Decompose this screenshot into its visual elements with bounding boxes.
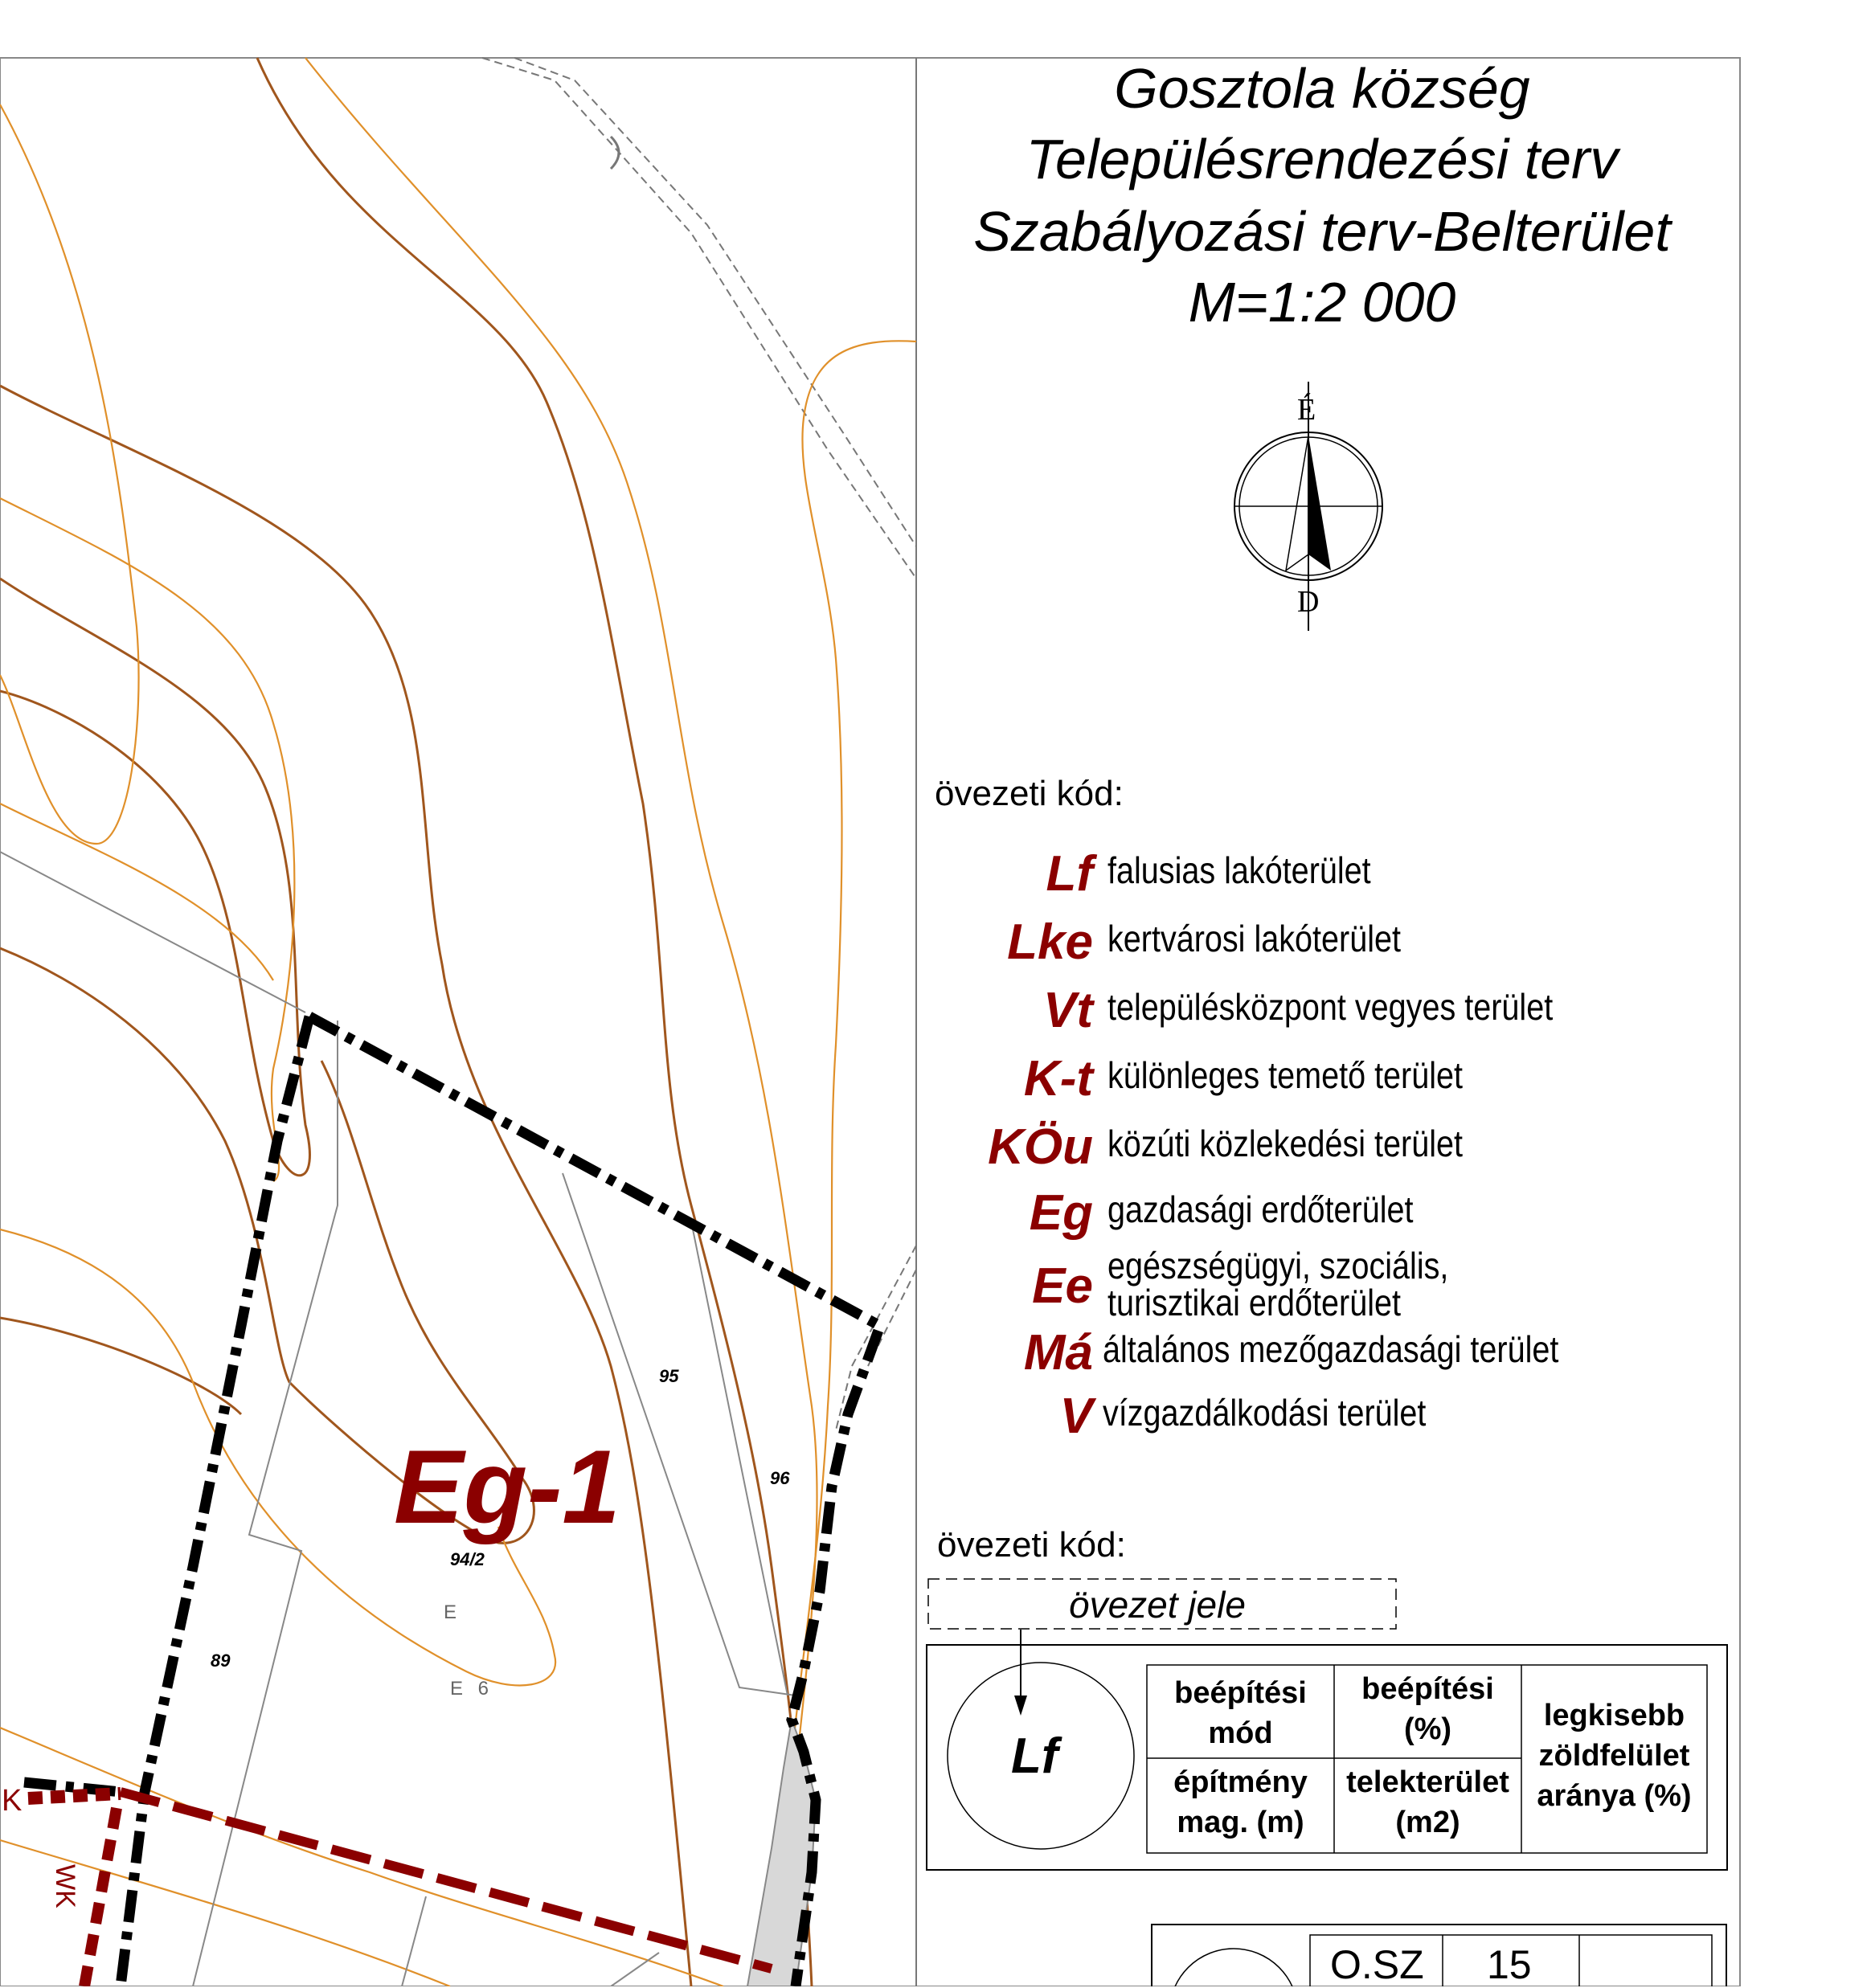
zone-boundary-west (121, 1016, 309, 1986)
zone-label-eg1: Eg-1 (394, 1428, 620, 1545)
regulation-line-vertical (84, 1808, 117, 1986)
legend-code-vt: Vt (1043, 983, 1093, 1038)
edge-mark-wk: WK (50, 1864, 80, 1908)
title-scale: M=1:2 000 (1188, 271, 1456, 333)
legend-code-kou: KÖu (988, 1119, 1093, 1175)
legend-label-v: vízgazdálkodási terület (1103, 1392, 1427, 1434)
legend-label-ee-2: turisztikai erdőterület (1107, 1282, 1401, 1323)
cell-build-percent: beépítési (%) (1361, 1672, 1494, 1746)
title-line-1: Gosztola község (1114, 57, 1530, 120)
legend-label-kou: közúti közlekedési terület (1107, 1123, 1463, 1164)
legend-label-eg: gazdasági erdőterület (1107, 1188, 1414, 1230)
legend-heading: övezeti kód: (935, 774, 1124, 813)
road-mark (611, 137, 619, 169)
legend-label-lf: falusias lakóterület (1107, 849, 1371, 891)
cell-green-ratio: legkisebb zöldfelület aránya (%) (1537, 1699, 1692, 1813)
compass-south-label: D (1297, 585, 1320, 619)
cell-height: építmény mag. (m) (1173, 1765, 1308, 1839)
cell-plot-area: telekterület (m2) (1346, 1765, 1509, 1839)
legend-code-eg: Eg (1029, 1185, 1093, 1241)
legend-code-ma: Má (1023, 1325, 1093, 1381)
legend-label-vt: településközpont vegyes terület (1107, 986, 1554, 1028)
land-use-e6: E 6 (450, 1678, 494, 1700)
title-line-2: Településrendezési terv (1026, 128, 1619, 190)
legend-code-v: V (1059, 1389, 1093, 1444)
legend-code-kt: K-t (1023, 1051, 1093, 1106)
title-line-3: Szabályozási terv-Belterület (973, 200, 1671, 263)
osz-value: 15 (1487, 1942, 1532, 1987)
bottom-table (1152, 1925, 1726, 1986)
cell-build-mode: beépítési mód (1174, 1676, 1307, 1750)
legend-label-ee-1: egészségügyi, szociális, (1107, 1245, 1449, 1286)
compass-north-label: É (1297, 393, 1316, 427)
parcel-95: 95 (659, 1366, 679, 1386)
legend-code-lke: Lke (1007, 914, 1093, 970)
legend-code-lf: Lf (1046, 846, 1093, 902)
edge-mark-k: K (2, 1784, 23, 1818)
parcel-96: 96 (770, 1468, 790, 1488)
zone-code-sample: Lf (1011, 1728, 1058, 1784)
zone-sign-label: övezet jele (1069, 1584, 1246, 1626)
legend-label-ma: általános mezőgazdasági terület (1103, 1328, 1559, 1370)
parcel-94-2: 94/2 (450, 1549, 485, 1569)
legend-label-lke: kertvárosi lakóterület (1107, 918, 1401, 959)
parcel-89: 89 (211, 1651, 231, 1671)
zone-key-heading: övezeti kód: (937, 1525, 1126, 1565)
land-use-e: E (444, 1601, 457, 1623)
osz-label: O.SZ (1330, 1942, 1424, 1987)
legend-code-ee: Ee (1032, 1258, 1093, 1314)
regulation-line-west (28, 1794, 121, 1798)
legend-label-kt: különleges temető terület (1107, 1054, 1464, 1096)
contours-major (0, 58, 812, 1986)
